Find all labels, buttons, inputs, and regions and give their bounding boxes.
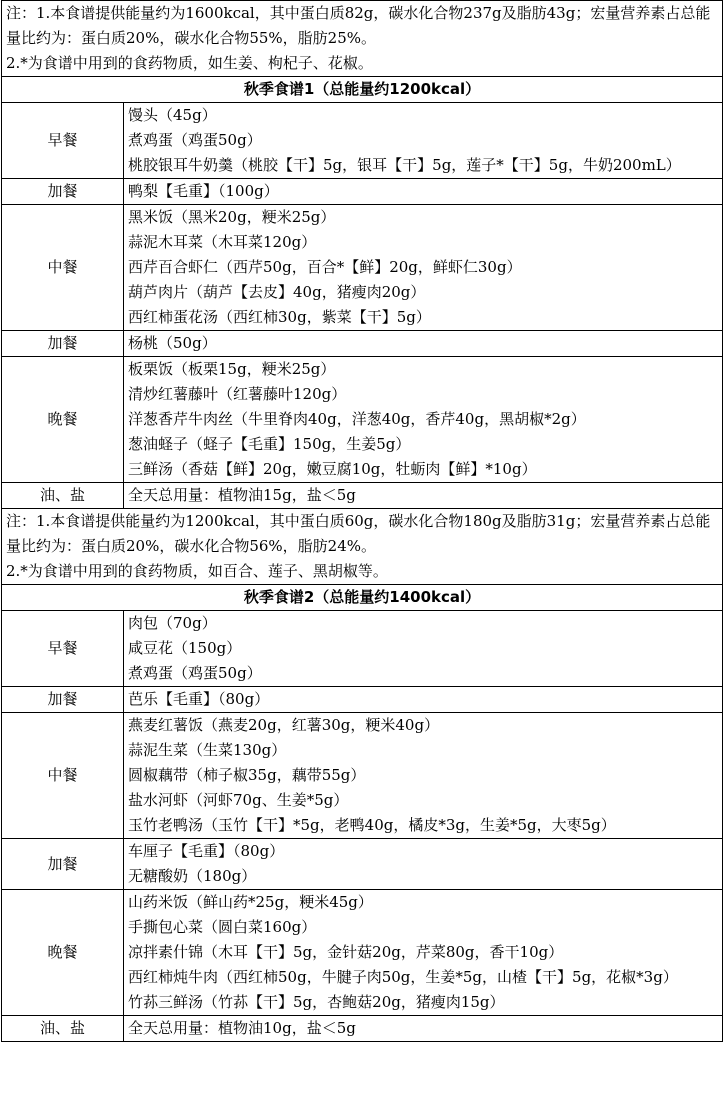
- food-item: 凉拌素什锦（木耳【干】5g，金针菇20g，芹菜80g，香干10g）: [128, 943, 564, 961]
- meal-row-lunch: [2, 713, 723, 839]
- meal-name: 晚餐: [2, 357, 124, 483]
- food-item: 清炒红薯藤叶（红薯藤叶120g）: [128, 385, 347, 403]
- note-line: 注：1.本食谱提供能量约为1200kcal，其中蛋白质60g，碳水化合物180g及脂肪31g；宏量营养素占总能量比约为：蛋白质20%，碳水化合物56%，脂肪24%。: [6, 512, 711, 555]
- food-item: 煮鸡蛋（鸡蛋50g）: [128, 664, 262, 682]
- food-item: 竹荪三鲜汤（竹荪【干】5g，杏鲍菇20g，猪瘦肉15g）: [128, 993, 505, 1011]
- meal-row-snack: [2, 331, 723, 357]
- menu-note-row: [2, 509, 723, 585]
- food-item: 桃胶银耳牛奶羹（桃胶【干】5g，银耳【干】5g，莲子*【干】5g，牛奶200mL）: [128, 156, 681, 174]
- meal-name: 加餐: [2, 179, 124, 205]
- meal-items: [124, 331, 723, 357]
- meal-items: [124, 839, 723, 890]
- meal-row-oil-salt: [2, 483, 723, 509]
- food-item: 鸭梨【毛重】（100g）: [128, 182, 279, 200]
- meal-items: [124, 103, 723, 179]
- meal-row-breakfast: [2, 103, 723, 179]
- food-item: 玉竹老鸭汤（玉竹【干】*5g，老鸭40g，橘皮*3g，生姜*5g，大枣5g）: [128, 816, 616, 834]
- meal-row-snack: [2, 179, 723, 205]
- meal-items: [124, 357, 723, 483]
- food-item: 蒜泥木耳菜（木耳菜120g）: [128, 233, 317, 251]
- food-item: 芭乐【毛重】（80g）: [128, 690, 270, 708]
- intro-note: [2, 1, 723, 77]
- food-item: 馒头（45g）: [128, 106, 217, 124]
- food-item: 西红柿蛋花汤（西红柿30g，紫菜【干】5g）: [128, 308, 431, 326]
- food-item: 洋葱香芹牛肉丝（牛里脊肉40g，洋葱40g，香芹40g，黑胡椒*2g）: [128, 410, 586, 428]
- menu-title: 秋季食谱1（总能量约1200kcal）: [2, 77, 723, 103]
- note-line: 注：1.本食谱提供能量约为1600kcal，其中蛋白质82g，碳水化合物237g及脂肪43g；宏量营养素占总能量比约为：蛋白质20%，碳水化合物55%，脂肪25%。: [6, 4, 711, 47]
- food-item: 三鲜汤（香菇【鲜】20g，嫩豆腐10g，牡蛎肉【鲜】*10g）: [128, 460, 537, 478]
- food-item: 葱油蛏子（蛏子【毛重】150g，生姜5g）: [128, 435, 411, 453]
- meal-items: [124, 1016, 723, 1042]
- food-item: 西红柿炖牛肉（西红柿50g，牛腱子肉50g，生姜*5g，山楂【干】5g，花椒*3g）: [128, 968, 678, 986]
- meal-row-snack: [2, 687, 723, 713]
- meal-name: 加餐: [2, 331, 124, 357]
- meal-name: 油、盐: [2, 483, 124, 509]
- meal-name: 早餐: [2, 611, 124, 687]
- meal-name: 中餐: [2, 205, 124, 331]
- recipe-table: [1, 0, 723, 1042]
- food-item: 葫芦肉片（葫芦【去皮】40g，猪瘦肉20g）: [128, 283, 426, 301]
- menu-title-row: [2, 77, 723, 103]
- menu-title: 秋季食谱2（总能量约1400kcal）: [2, 585, 723, 611]
- meal-name: 加餐: [2, 839, 124, 890]
- meal-row-lunch: [2, 205, 723, 331]
- food-item: 圆椒藕带（柿子椒35g，藕带55g）: [128, 766, 366, 784]
- meal-row-breakfast: [2, 611, 723, 687]
- food-item: 盐水河虾（河虾70g、生姜*5g）: [128, 791, 349, 809]
- meal-items: [124, 890, 723, 1016]
- food-item: 手撕包心菜（圆白菜160g）: [128, 918, 317, 936]
- food-item: 肉包（70g）: [128, 614, 217, 632]
- note-line: 2.*为食谱中用到的食药物质，如百合、莲子、黑胡椒等。: [6, 562, 388, 580]
- food-item: 板栗饭（板栗15g，粳米25g）: [128, 360, 336, 378]
- meal-row-oil-salt: [2, 1016, 723, 1042]
- menu-note: [2, 509, 723, 585]
- menu-title-row: [2, 585, 723, 611]
- food-item: 咸豆花（150g）: [128, 639, 242, 657]
- food-item: 蒜泥生菜（生菜130g）: [128, 741, 287, 759]
- food-item: 燕麦红薯饭（燕麦20g，红薯30g，粳米40g）: [128, 716, 440, 734]
- food-item: 山药米饭（鲜山药*25g，粳米45g）: [128, 893, 373, 911]
- meal-items: [124, 687, 723, 713]
- meal-items: [124, 205, 723, 331]
- meal-name: 晚餐: [2, 890, 124, 1016]
- food-item: 西芹百合虾仁（西芹50g，百合*【鲜】20g，鲜虾仁30g）: [128, 258, 522, 276]
- meal-name: 油、盐: [2, 1016, 124, 1042]
- meal-name: 中餐: [2, 713, 124, 839]
- food-item: 杨桃（50g）: [128, 334, 217, 352]
- meal-name: 早餐: [2, 103, 124, 179]
- food-item: 全天总用量：植物油10g，盐＜5g: [128, 1019, 356, 1037]
- meal-row-snack: [2, 839, 723, 890]
- meal-row-dinner: [2, 890, 723, 1016]
- meal-items: [124, 611, 723, 687]
- meal-items: [124, 483, 723, 509]
- food-item: 黑米饭（黑米20g，粳米25g）: [128, 208, 336, 226]
- meal-items: [124, 713, 723, 839]
- food-item: 全天总用量：植物油15g，盐＜5g: [128, 486, 356, 504]
- food-item: 无糖酸奶（180g）: [128, 867, 257, 885]
- meal-items: [124, 179, 723, 205]
- food-item: 车厘子【毛重】（80g）: [128, 842, 285, 860]
- meal-name: 加餐: [2, 687, 124, 713]
- note-line: 2.*为食谱中用到的食药物质，如生姜、枸杞子、花椒。: [6, 54, 373, 72]
- food-item: 煮鸡蛋（鸡蛋50g）: [128, 131, 262, 149]
- intro-note-row: [2, 1, 723, 77]
- meal-row-dinner: [2, 357, 723, 483]
